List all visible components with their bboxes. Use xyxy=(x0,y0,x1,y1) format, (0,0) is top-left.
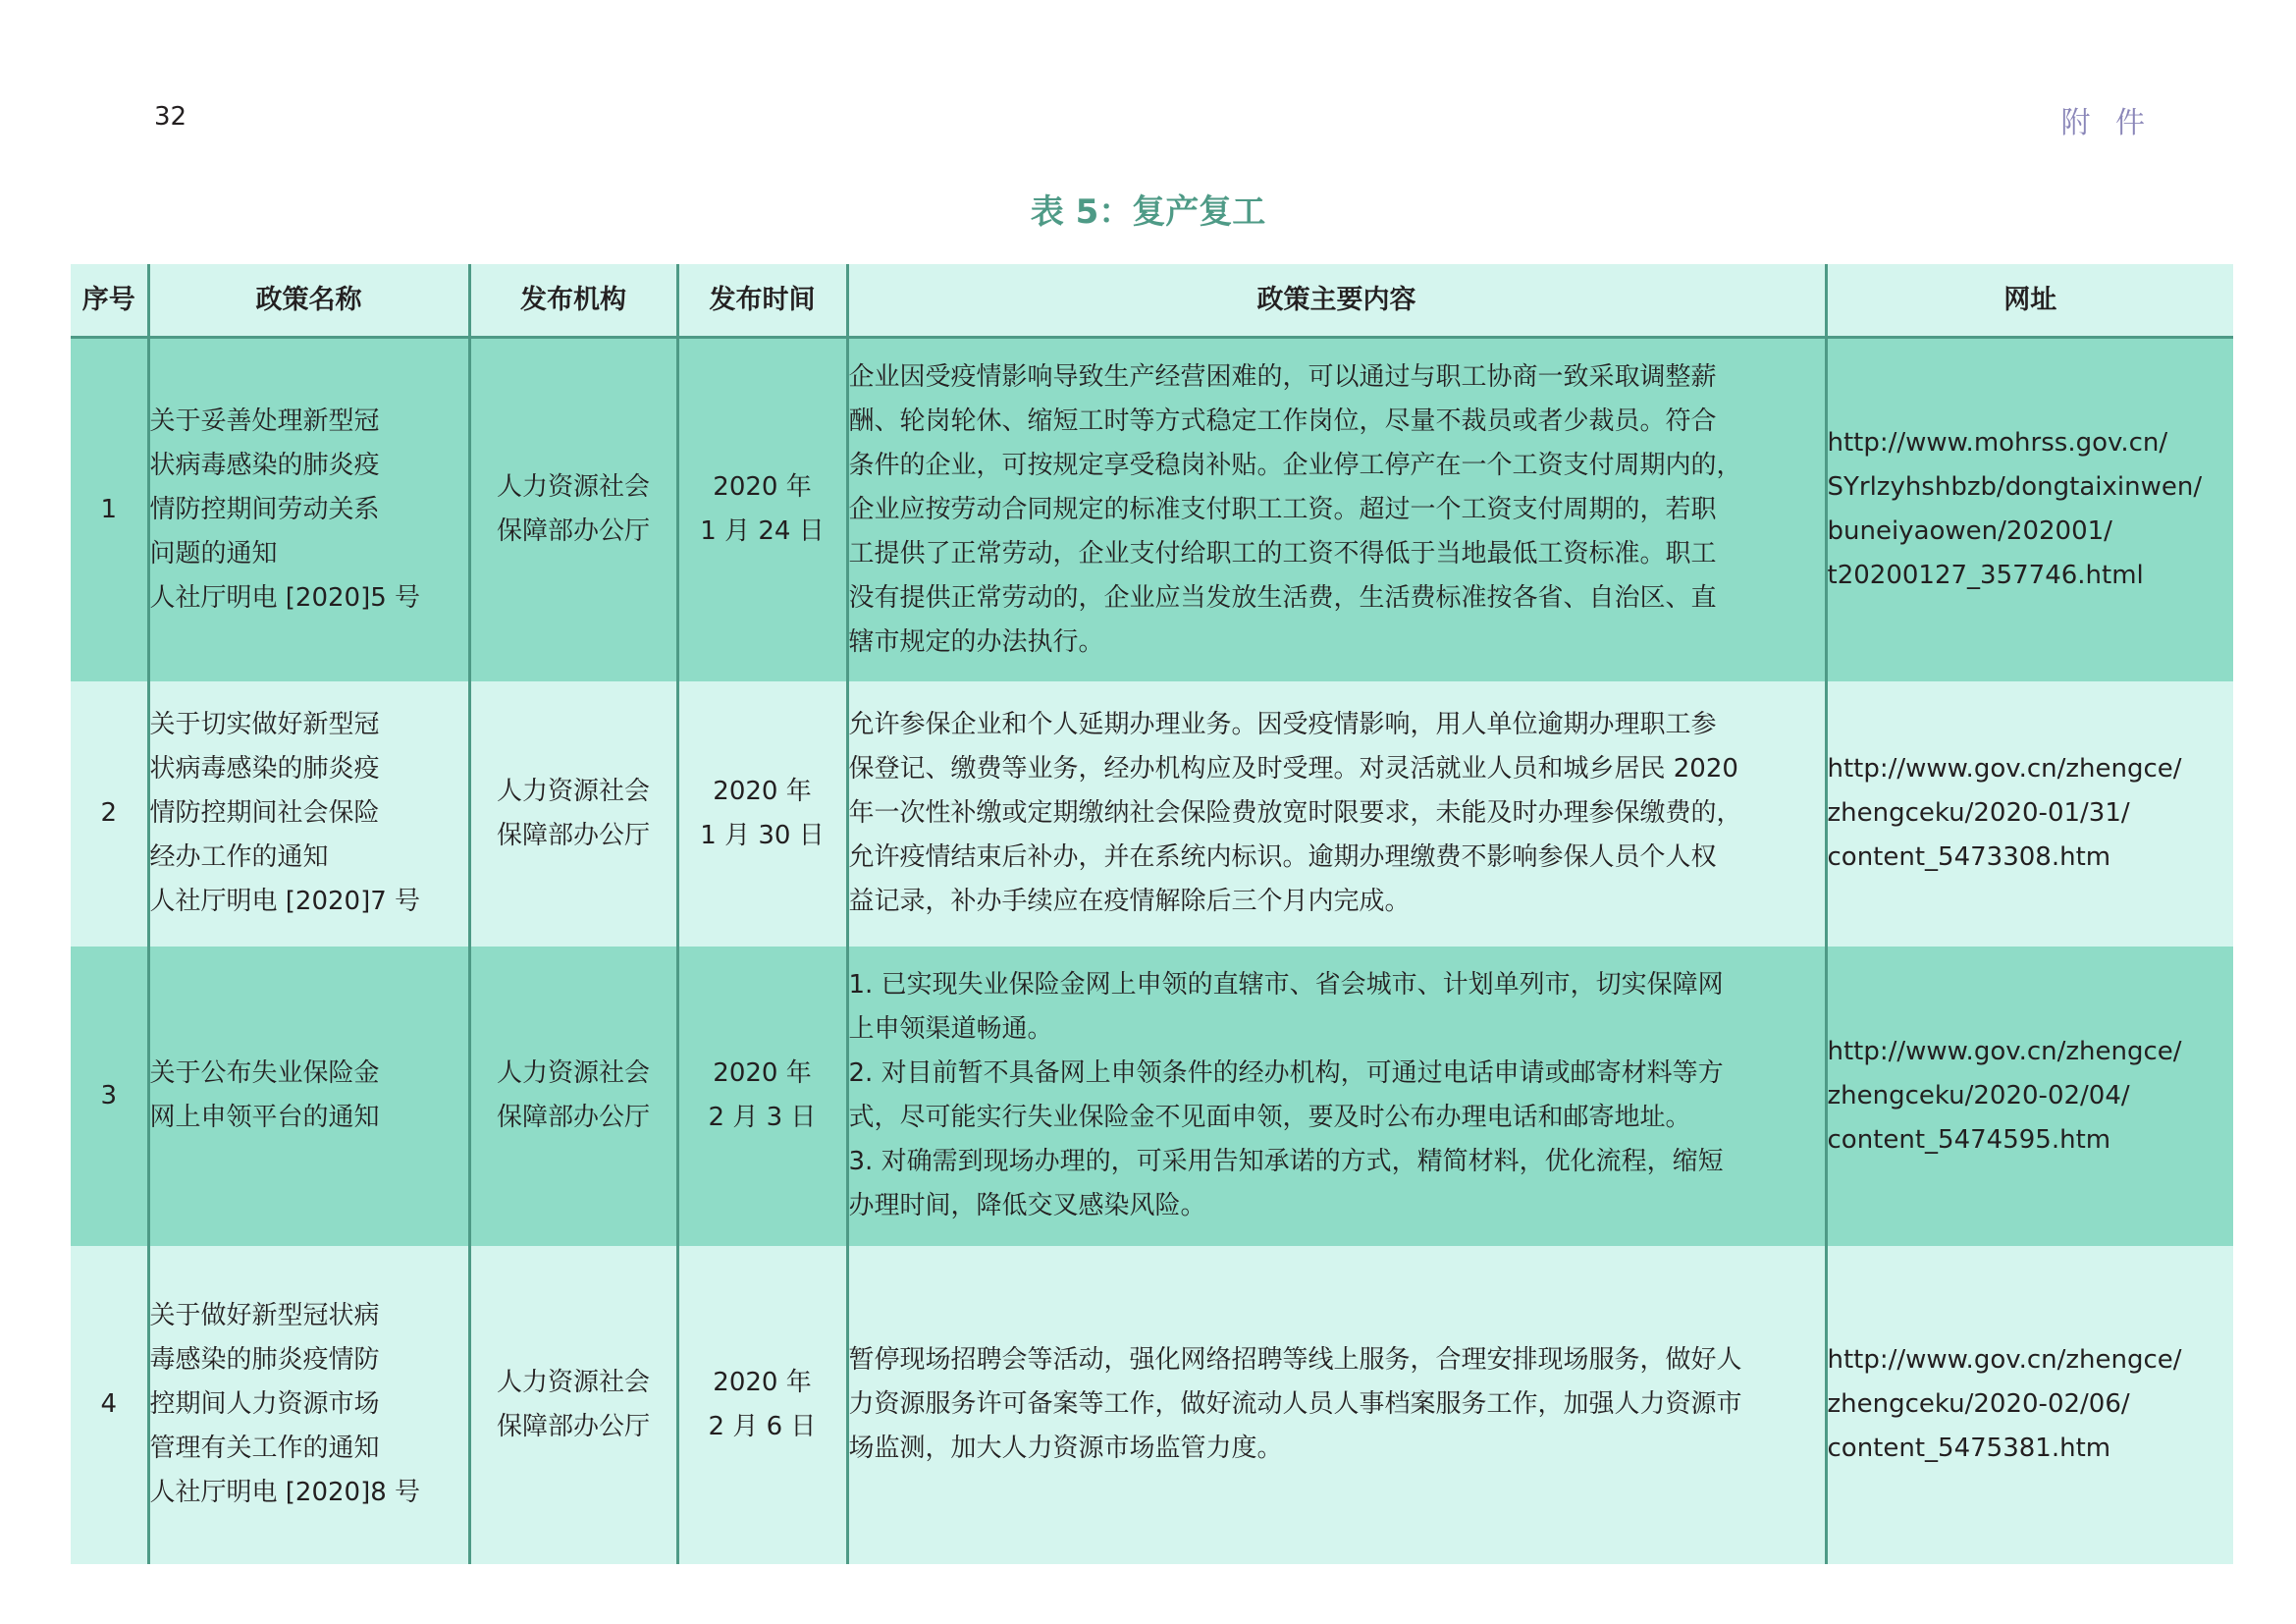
url-line[interactable]: buneiyaowen/202001/ xyxy=(1827,516,2112,547)
content-line: 允许参保企业和个人延期办理业务。因受疫情影响，用人单位逾期办理职工参 xyxy=(848,710,1717,739)
policy-doc-number: 人社厅明电 [2020]7 号 xyxy=(149,887,421,916)
date-day: 2 月 6 日 xyxy=(708,1411,817,1441)
table-row xyxy=(71,947,2233,1246)
content-line: 式，尽可能实行失业保险金不见面申领，要及时公布办理电话和邮寄地址。 xyxy=(848,1103,1691,1132)
header-policy-name: 政策名称 xyxy=(148,264,469,338)
content-line: 场监测，加大人力资源市场监管力度。 xyxy=(848,1434,1283,1463)
content-line: 1. 已实现失业保险金网上申领的直辖市、省会城市、计划单列市，切实保障网 xyxy=(848,970,1724,1000)
content-line: 年一次性补缴或定期缴纳社会保险费放宽时限要求，未能及时办理参保缴费的， xyxy=(848,798,1742,828)
policy-content xyxy=(847,947,1826,1246)
table-title: 表 5：复产复工 xyxy=(1030,192,1266,232)
content-line: 2. 对目前暂不具备网上申领条件的经办机构，可通过电话申请或邮寄材料等方 xyxy=(848,1058,1724,1088)
policy-doc-number: 人社厅明电 [2020]5 号 xyxy=(149,582,421,613)
issuing-agency xyxy=(469,681,677,947)
policy-name-line: 关于妥善处理新型冠 xyxy=(149,406,380,436)
policy-name-line: 经办工作的通知 xyxy=(149,842,329,872)
content-line: 没有提供正常劳动的，企业应当发放生活费，生活费标准按各省、自治区、直 xyxy=(848,582,1717,613)
policy-name xyxy=(148,947,469,1246)
issuing-agency xyxy=(469,947,677,1246)
policy-name-line: 关于做好新型冠状病 xyxy=(149,1301,380,1330)
release-date xyxy=(677,338,847,681)
url-line[interactable]: http://www.gov.cn/zhengce/ xyxy=(1827,754,2182,784)
policy-table xyxy=(71,264,2233,1564)
content-line: 力资源服务许可备案等工作，做好流动人员人事档案服务工作，加强人力资源市 xyxy=(848,1389,1742,1419)
content-line: 条件的企业，可按规定享受稳岗补贴。企业停工停产在一个工资支付周期内的， xyxy=(848,450,1742,480)
url-line[interactable]: t20200127_357746.html xyxy=(1827,561,2144,591)
agency-line: 人力资源社会 xyxy=(496,1058,650,1088)
issuing-agency xyxy=(469,1246,677,1564)
content-line: 企业因受疫情影响导致生产经营困难的，可以通过与职工协商一致采取调整薪 xyxy=(848,361,1717,392)
row-index: 3 xyxy=(71,947,148,1246)
release-date xyxy=(677,1246,847,1564)
url-line[interactable]: http://www.mohrss.gov.cn/ xyxy=(1827,428,2168,459)
row-index: 1 xyxy=(71,338,148,681)
content-line: 允许疫情结束后补办，并在系统内标识。逾期办理缴费不影响参保人员个人权 xyxy=(848,842,1717,872)
page-number: 32 xyxy=(154,102,187,132)
date-year: 2020 年 xyxy=(713,472,812,503)
table-row xyxy=(71,681,2233,947)
agency-line: 人力资源社会 xyxy=(496,1367,650,1397)
policy-name-line: 管理有关工作的通知 xyxy=(149,1434,380,1463)
policy-content xyxy=(847,338,1826,681)
policy-content xyxy=(847,681,1826,947)
url-line[interactable]: zhengceku/2020-02/06/ xyxy=(1827,1389,2130,1419)
policy-name-line: 网上申领平台的通知 xyxy=(149,1103,380,1132)
content-line: 保登记、缴费等业务，经办机构应及时受理。对灵活就业人员和城乡居民 2020 xyxy=(848,754,1738,784)
content-line: 3. 对确需到现场办理的，可采用告知承诺的方式，精简材料，优化流程，缩短 xyxy=(848,1147,1724,1176)
policy-name xyxy=(148,681,469,947)
content-line: 暂停现场招聘会等活动，强化网络招聘等线上服务，合理安排现场服务，做好人 xyxy=(848,1345,1742,1375)
table-row xyxy=(71,338,2233,681)
url-line[interactable]: content_5473308.htm xyxy=(1827,842,2111,872)
date-day: 2 月 3 日 xyxy=(708,1103,817,1132)
header-url: 网址 xyxy=(1826,264,2233,338)
policy-url[interactable] xyxy=(1826,338,2233,681)
header-release-date: 发布时间 xyxy=(677,264,847,338)
url-line[interactable]: http://www.gov.cn/zhengce/ xyxy=(1827,1036,2182,1066)
policy-url[interactable] xyxy=(1826,947,2233,1246)
policy-name-line: 控期间人力资源市场 xyxy=(149,1389,380,1419)
header-index: 序号 xyxy=(71,264,148,338)
policy-name-line: 关于切实做好新型冠 xyxy=(149,710,380,739)
agency-line: 保障部办公厅 xyxy=(496,516,650,547)
policy-url[interactable] xyxy=(1826,681,2233,947)
url-line[interactable]: content_5475381.htm xyxy=(1827,1434,2111,1463)
policy-content xyxy=(847,1246,1826,1564)
policy-name-line: 问题的通知 xyxy=(149,538,278,568)
row-index: 2 xyxy=(71,681,148,947)
policy-name-line: 关于公布失业保险金 xyxy=(149,1058,380,1088)
policy-name xyxy=(148,338,469,681)
content-line: 益记录，补办手续应在疫情解除后三个月内完成。 xyxy=(848,887,1411,916)
content-line: 企业应按劳动合同规定的标准支付职工工资。超过一个工资支付周期的，若职 xyxy=(848,494,1717,524)
policy-name-line: 状病毒感染的肺炎疫 xyxy=(149,754,380,784)
content-line: 工提供了正常劳动，企业支付给职工的工资不得低于当地最低工资标准。职工 xyxy=(848,538,1717,568)
issuing-agency xyxy=(469,338,677,681)
date-year: 2020 年 xyxy=(713,1367,812,1397)
section-label: 附 件 xyxy=(2060,106,2153,140)
table-header-row xyxy=(71,264,2233,338)
policy-url[interactable] xyxy=(1826,1246,2233,1564)
url-line[interactable]: http://www.gov.cn/zhengce/ xyxy=(1827,1345,2182,1375)
table-row xyxy=(71,1246,2233,1564)
agency-line: 人力资源社会 xyxy=(496,776,650,806)
row-index: 4 xyxy=(71,1246,148,1564)
release-date xyxy=(677,681,847,947)
policy-name-line: 状病毒感染的肺炎疫 xyxy=(149,450,380,480)
date-day: 1 月 30 日 xyxy=(700,820,825,850)
date-year: 2020 年 xyxy=(713,1058,812,1088)
agency-line: 保障部办公厅 xyxy=(496,1103,650,1132)
content-line: 酬、轮岗轮休、缩短工时等方式稳定工作岗位，尽量不裁员或者少裁员。符合 xyxy=(848,406,1717,436)
date-year: 2020 年 xyxy=(713,776,812,806)
policy-doc-number: 人社厅明电 [2020]8 号 xyxy=(149,1478,421,1507)
url-line[interactable]: zhengceku/2020-01/31/ xyxy=(1827,798,2130,828)
content-line: 上申领渠道畅通。 xyxy=(848,1014,1053,1044)
url-line[interactable]: zhengceku/2020-02/04/ xyxy=(1827,1080,2130,1110)
date-day: 1 月 24 日 xyxy=(700,516,825,547)
agency-line: 保障部办公厅 xyxy=(496,820,650,850)
policy-name-line: 情防控期间劳动关系 xyxy=(149,494,380,524)
content-line: 辖市规定的办法执行。 xyxy=(848,626,1104,657)
url-line[interactable]: SYrlzyhshbzb/dongtaixinwen/ xyxy=(1827,472,2203,503)
release-date xyxy=(677,947,847,1246)
content-line: 办理时间，降低交叉感染风险。 xyxy=(848,1191,1206,1220)
agency-line: 保障部办公厅 xyxy=(496,1411,650,1441)
header-main-content: 政策主要内容 xyxy=(847,264,1826,338)
policy-name xyxy=(148,1246,469,1564)
agency-line: 人力资源社会 xyxy=(496,472,650,503)
url-line[interactable]: content_5474595.htm xyxy=(1827,1124,2111,1155)
header-issuing-agency: 发布机构 xyxy=(469,264,677,338)
policy-name-line: 毒感染的肺炎疫情防 xyxy=(149,1345,380,1375)
policy-name-line: 情防控期间社会保险 xyxy=(149,798,380,828)
